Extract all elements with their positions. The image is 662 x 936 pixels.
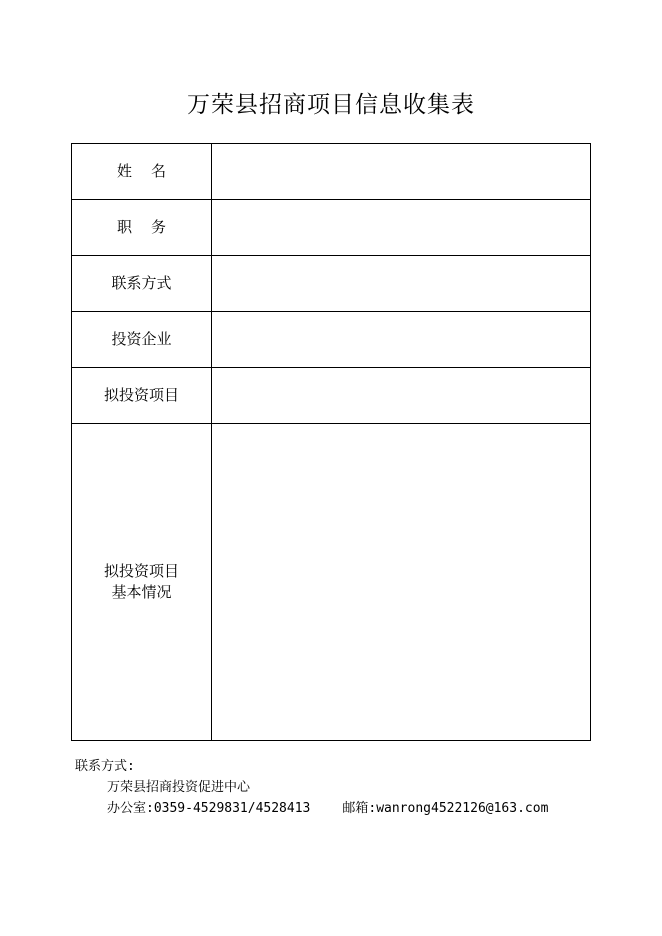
form-row-project [72,368,591,424]
position-label: 职 务 [72,200,212,256]
form-row-position [72,200,591,256]
contact-heading: 联系方式: [75,759,135,774]
office-label: 办公室: [107,801,154,816]
contact-field[interactable] [212,256,591,312]
email-address: wanrong4522126@163.com [376,801,549,816]
info-form-table [71,143,591,741]
form-row-company [72,312,591,368]
project-details-label-line1: 拟投资项目 [103,562,179,580]
project-details-label-line2: 基本情况 [111,583,172,601]
form-row-contact [72,256,591,312]
org-name: 万荣县招商投资促进中心 [107,780,251,795]
company-label: 投资企业 [72,312,212,368]
position-field[interactable] [212,200,591,256]
page-title: 万荣县招商项目信息收集表 [187,92,475,118]
office-phone: 0359-4529831/4528413 [153,801,311,816]
project-details-label [72,424,212,741]
form-row-name [72,144,591,200]
office-line [75,798,548,819]
form-row-project-details [72,424,591,741]
project-details-field[interactable] [212,424,591,741]
email-label: 邮箱: [342,801,377,816]
name-label: 姓 名 [72,144,212,200]
contact-label: 联系方式 [72,256,212,312]
project-field[interactable] [212,368,591,424]
name-field[interactable] [212,144,591,200]
company-field[interactable] [212,312,591,368]
project-label: 拟投资项目 [72,368,212,424]
contact-info [75,756,548,819]
